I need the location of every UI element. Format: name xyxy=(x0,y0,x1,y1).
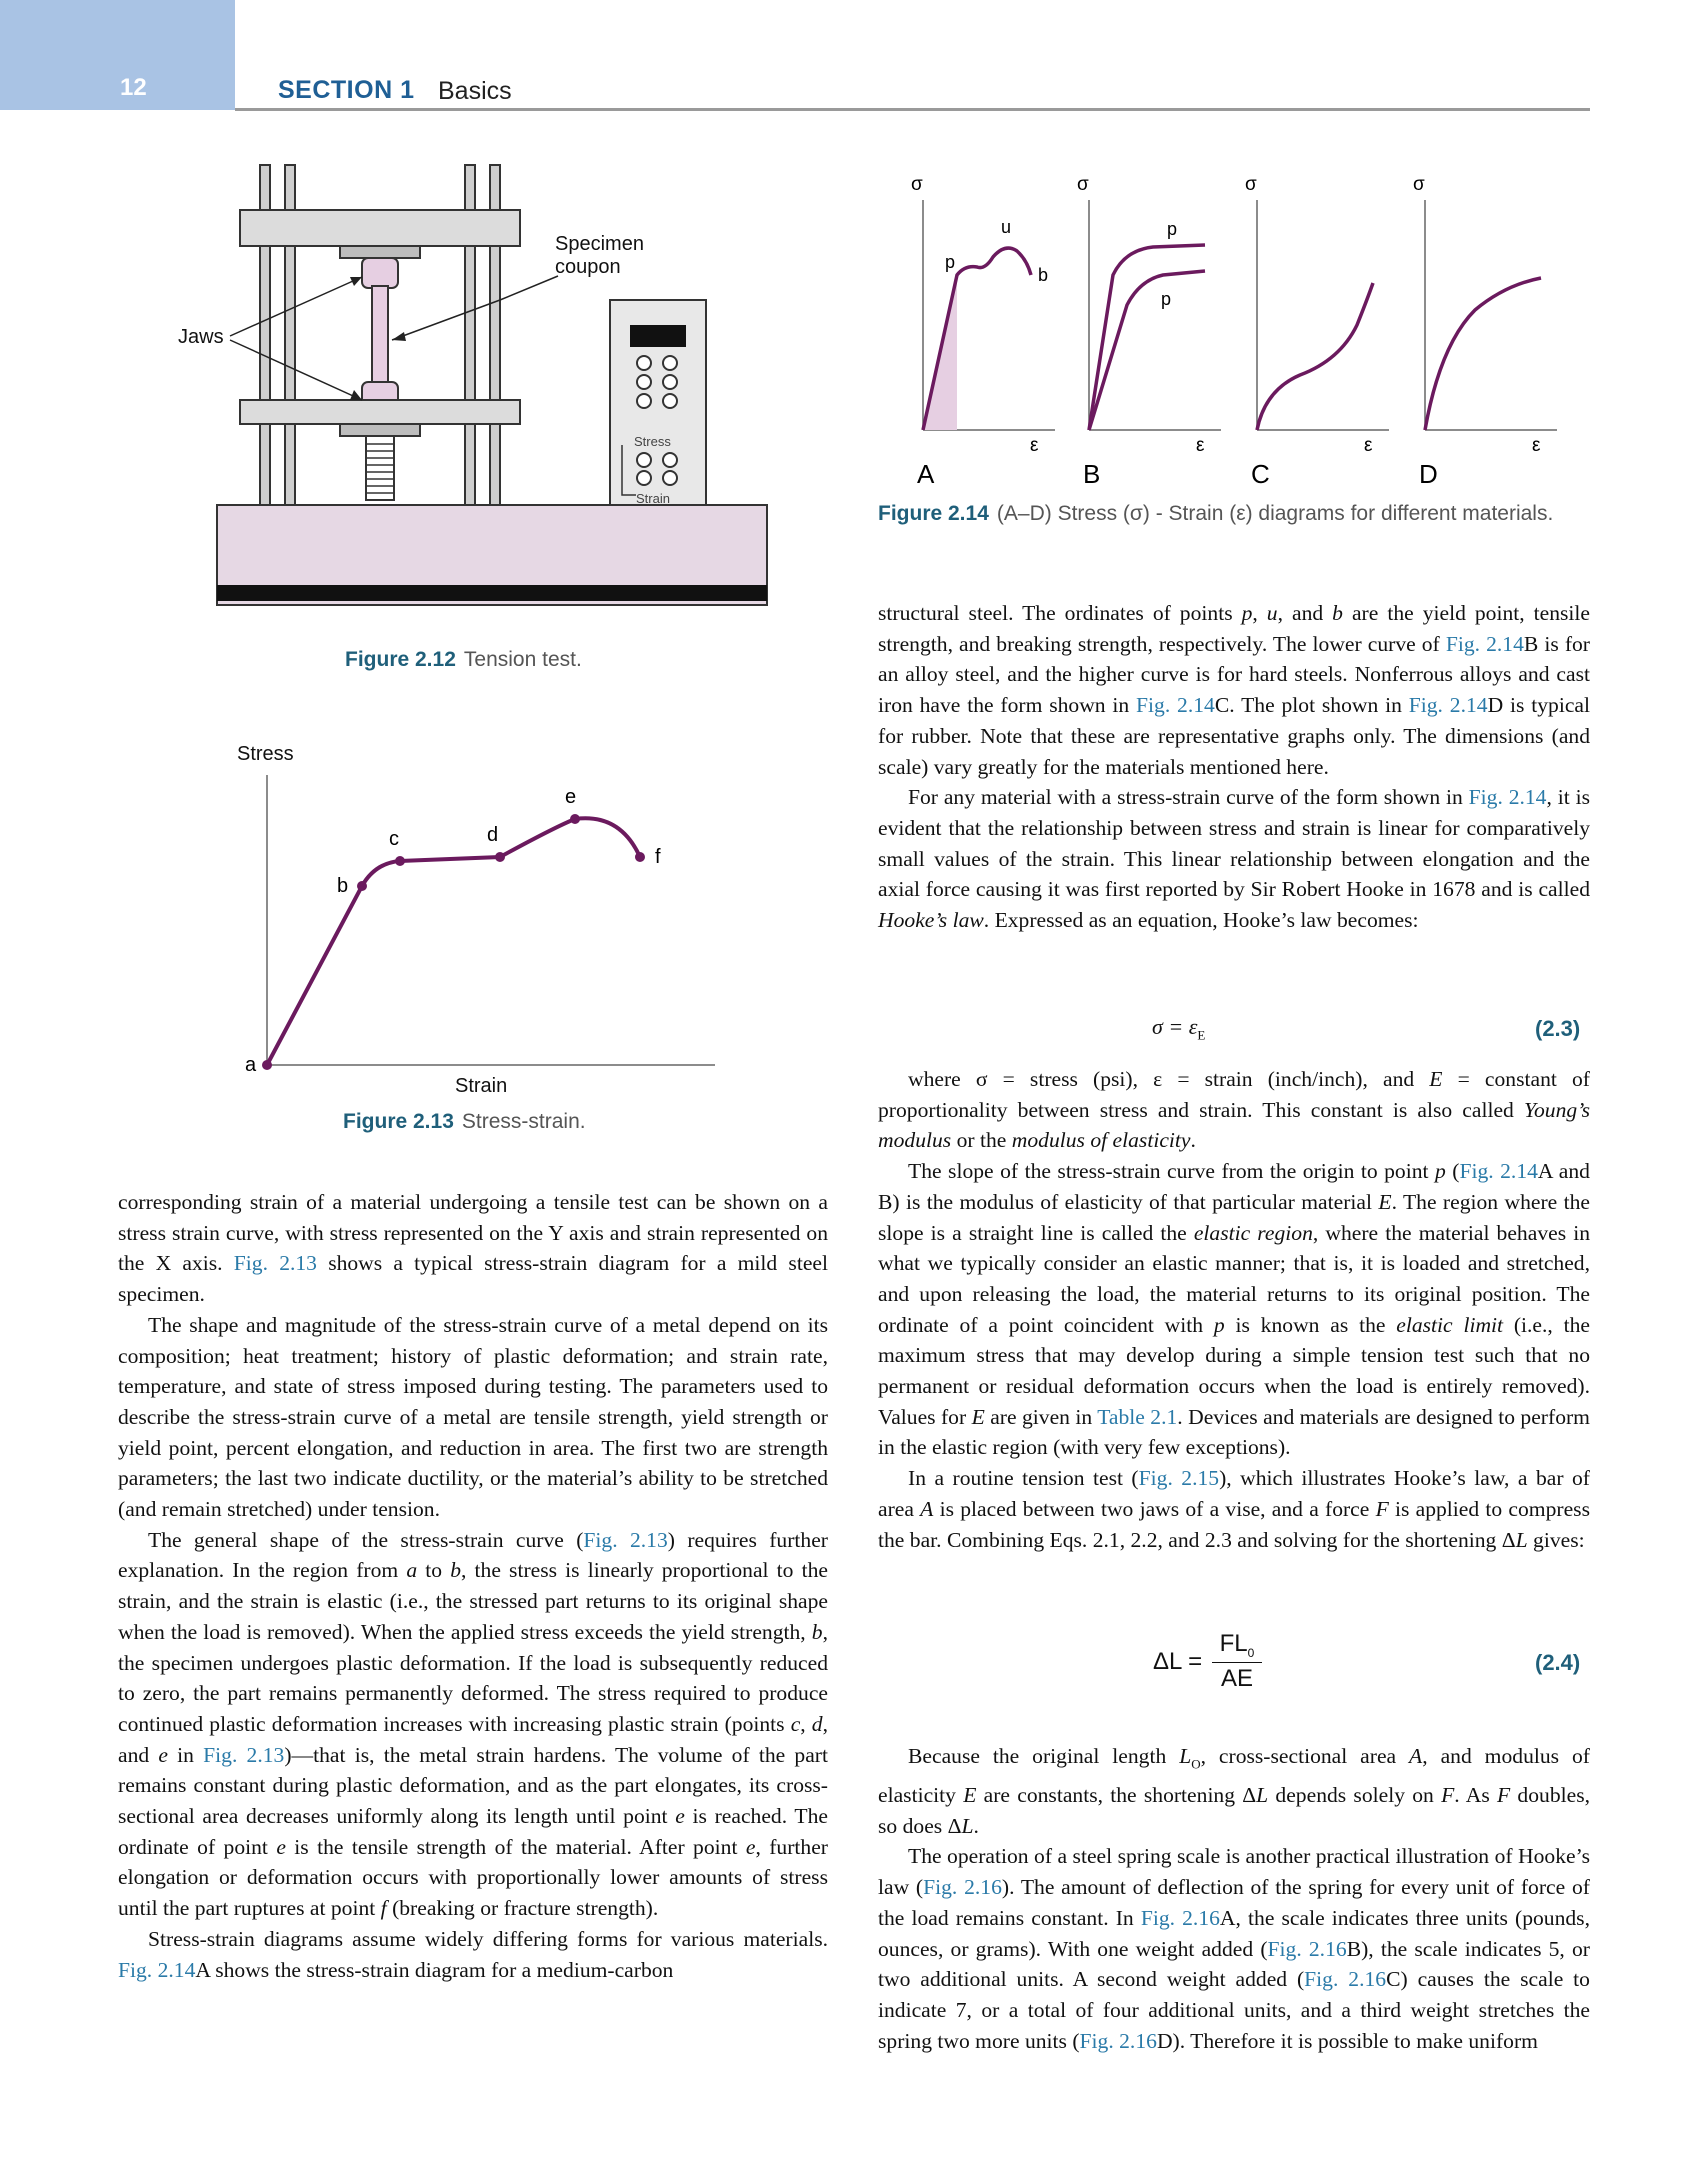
console-strain-label: Strain xyxy=(636,491,670,506)
table-ref-link[interactable]: Table 2.1 xyxy=(1097,1404,1178,1429)
figure-ref-link[interactable]: Fig. 2.16 xyxy=(1304,1967,1387,1992)
upper-jaw xyxy=(362,258,398,288)
base-stripe xyxy=(217,585,767,601)
svg-text:σ: σ xyxy=(1245,174,1257,195)
equation-numerator-sub: 0 xyxy=(1247,1645,1255,1660)
y-axis-label: Stress xyxy=(237,743,294,765)
caption-number: Figure 2.13 xyxy=(343,1110,454,1133)
x-axis-label: Strain xyxy=(455,1075,508,1095)
panel-c-label: C xyxy=(1251,459,1270,489)
point-e xyxy=(570,814,580,824)
equation-subscript: E xyxy=(1197,1027,1206,1043)
caption-number: Figure 2.14 xyxy=(878,502,989,525)
svg-text:b: b xyxy=(1038,265,1049,285)
svg-text:u: u xyxy=(1001,217,1012,237)
equation-2-4 xyxy=(1153,1648,1202,1676)
panel-a xyxy=(911,174,1055,489)
equation-lhs: ΔL = xyxy=(1153,1648,1203,1675)
figure-2-12-caption xyxy=(345,648,582,672)
label-specimen-line1: Specimen xyxy=(555,233,644,255)
point-c xyxy=(395,856,405,866)
page-number-tab xyxy=(0,0,235,110)
caption-number: Figure 2.12 xyxy=(345,648,456,671)
label-b: b xyxy=(337,875,349,897)
figure-2-14-diagrams xyxy=(905,165,1595,495)
figure-ref-link[interactable]: Fig. 2.14 xyxy=(1445,631,1524,656)
figure-ref-link[interactable]: Fig. 2.14 xyxy=(1459,1159,1538,1184)
equation-2-3 xyxy=(1152,1014,1205,1043)
figure-ref-link[interactable]: Fig. 2.14 xyxy=(1408,693,1488,718)
paragraph: Stress-strain diagrams assume widely differing forms for various materials. Fig. 2.14A shows the stress-strain diagram for a medium-carbon xyxy=(118,1926,828,1982)
upper-grip-mount xyxy=(340,246,420,258)
panel-b-label: B xyxy=(1083,459,1101,489)
paragraph: The slope of the stress-strain curve from the origin to point p (Fig. 2.14A and B) is the modulus of elasticity of that particular material E. The region where the slope is a straight line is called the elastic region, where the material behaves in what we typically consider an elastic manner; that is, it is loaded and stretched, and upon releasing the load, the material returns to its original position. The ordinate of a point coincident with p is known as the elastic limit (i.e., the maximum stress that may develop during a simple tension test such that no permanent or residual deformation occurs when the load is entirely removed). Values for E are given in Table 2.1. Devices and materials are designed to perform in the elastic region (with very few exceptions). xyxy=(878,1159,1590,1460)
figure-2-14-caption xyxy=(878,502,1553,526)
panel-b xyxy=(1077,174,1221,489)
lower-crosshead xyxy=(240,400,520,424)
label-f: f xyxy=(655,846,661,868)
svg-text:σ: σ xyxy=(911,174,923,195)
curve-points xyxy=(262,814,645,1070)
svg-text:p: p xyxy=(1161,289,1172,309)
point-d xyxy=(495,852,505,862)
figure-ref-link[interactable]: Fig. 2.13 xyxy=(233,1251,317,1276)
figure-ref-link[interactable]: Fig. 2.16 xyxy=(1140,1905,1220,1930)
stress-strain-curve xyxy=(267,818,640,1065)
paragraph: The operation of a steel spring scale is another practical illustration of Hooke’s law (Fig. 2.16). The amount of deflection of the spring for every unit of force of the load remains constant. In Fig. 2.16A, the scale indicates three units (pounds, ounces, or grams). With one weight added (Fig. 2.16B), the scale indicates 5, or two additional units. A second weight added (Fig. 2.16C) causes the scale to indicate 7, or a total of four additional units, and a third weight stretches the spring two more units (Fig. 2.16D). Therefore it is possible to make uniform xyxy=(878,1844,1590,2053)
page-header xyxy=(0,0,1700,110)
upper-crosshead xyxy=(240,210,520,246)
figure-ref-link[interactable]: Fig. 2.13 xyxy=(203,1742,285,1767)
figure-ref-link[interactable]: Fig. 2.14 xyxy=(1468,785,1547,810)
console-display xyxy=(630,325,686,347)
svg-text:σ: σ xyxy=(1413,174,1425,195)
paragraph: The shape and magnitude of the stress-strain curve of a metal depend on its composition; heat treatment; history of plastic deformation; and strain rate, temperature, and state of stress imposed during testing. The parameters used to describe the stress-strain curve of a metal are tensile strength, yield strength or yield point, percent elongation, and reduction in area. The first two are strength parameters; the last two indicate ductility, or the material’s ability to be stretched (and remain stretched) under tension. xyxy=(118,1312,828,1522)
figure-ref-link[interactable]: Fig. 2.14 xyxy=(1136,693,1215,718)
label-jaws: Jaws xyxy=(178,326,224,348)
figure-ref-link[interactable]: Fig. 2.14 xyxy=(118,1957,196,1982)
figure-2-12-tension-test xyxy=(160,160,780,620)
panel-c xyxy=(1245,174,1389,489)
lower-grip-mount xyxy=(340,424,420,436)
panel-d xyxy=(1413,174,1557,489)
paragraph: In a routine tension test (Fig. 2.15), which illustrates Hooke’s law, a bar of area A is placed between two jaws of a vise, and a force F is applied to compress the bar. Combining Eqs. 2.1, 2.2, and 2.3 and solving for the shortening ΔL gives: xyxy=(878,1466,1590,1552)
equation-text: σ = ε xyxy=(1152,1014,1198,1039)
drive-screw xyxy=(366,436,394,500)
label-specimen-line2: coupon xyxy=(555,256,621,278)
point-f xyxy=(635,852,645,862)
right-column-text-3 xyxy=(878,1741,1590,2056)
paragraph: The general shape of the stress-strain curve (Fig. 2.13) requires further explanation. In the region from a to b, the stress is linearly proportional to the strain, and the strain is elastic (i.e., the stressed part returns to its original shape when the load is removed). When the applied stress exceeds the yield strength, b, the specimen undergoes plastic deformation. If the load is subsequently reduced to zero, the part remains permanently deformed. The stress required to produce continued plastic deformation increases with increasing plastic strain (points c, d, and e in Fig. 2.13)—that is, the metal strain hardens. The volume of the part remains constant during plastic deformation, and as the part elongates, its cross-sectional area decreases uniformly along its length until point e is reached. The ordinate of point e is the tensile strength of the material. After point e, further elongation or deformation occurs with proportionally lower amounts of stress until the part ruptures at point f (breaking or fracture strength). xyxy=(118,1527,828,1921)
specimen-coupon xyxy=(372,286,388,396)
panel-a-label: A xyxy=(917,459,935,489)
figure-ref-link[interactable]: Fig. 2.13 xyxy=(583,1527,668,1552)
caption-text: (A–D) Stress (σ) - Strain (ε) diagrams for different materials. xyxy=(996,502,1554,525)
equation-numerator: FL xyxy=(1219,1630,1248,1657)
page-number: 12 xyxy=(120,74,147,101)
figure-ref-link[interactable]: Fig. 2.15 xyxy=(1138,1466,1220,1491)
equation-2-3-number: (2.3) xyxy=(1535,1016,1581,1041)
console-stress-label: Stress xyxy=(634,434,671,449)
point-b xyxy=(357,881,367,891)
right-column-text-2 xyxy=(878,1064,1590,1555)
figure-2-13-caption xyxy=(343,1110,586,1134)
section-title: Basics xyxy=(438,77,512,105)
paragraph: corresponding strain of a material undergoing a tensile test can be shown on a stress strain curve, with stress represented on the Y axis and strain represented on the X axis. Fig. 2.13 shows a typical stress-strain diagram for a mild steel specimen. xyxy=(118,1190,828,1307)
figure-2-13-stress-strain xyxy=(225,735,745,1095)
svg-text:ε: ε xyxy=(1030,435,1039,456)
paragraph: Because the original length $L_O$, cross-sectional area A, and modulus of elasticity E are constants, the shortening ΔL depends solely on F. As F doubles, so does ΔL. xyxy=(878,1744,1591,1838)
svg-text:ε: ε xyxy=(1532,435,1541,456)
label-e: e xyxy=(565,786,577,808)
paragraph: For any material with a stress-strain curve of the form shown in Fig. 2.14, it is evident that the relationship between stress and strain is linear for comparatively small values of the strain. This linear relationship between elongation and the axial force causing it was first reported by Sir Robert Hooke in 1678 and is called Hooke’s law. Expressed as an equation, Hooke’s law becomes: xyxy=(878,785,1590,933)
svg-text:σ: σ xyxy=(1077,174,1089,195)
header-rule xyxy=(235,108,1590,111)
equation-denominator: AE xyxy=(1220,1664,1253,1692)
figure-ref-link[interactable]: Fig. 2.16 xyxy=(1267,1936,1347,1961)
label-a: a xyxy=(245,1054,257,1076)
caption-text: Stress-strain. xyxy=(461,1110,586,1133)
panel-d-label: D xyxy=(1419,459,1438,489)
svg-text:p: p xyxy=(1167,219,1178,239)
equation-2-4-fraction xyxy=(1212,1630,1262,1693)
label-c: c xyxy=(389,828,399,850)
label-d: d xyxy=(487,824,499,846)
equation-2-4-number: (2.4) xyxy=(1535,1650,1581,1675)
svg-text:ε: ε xyxy=(1196,435,1205,456)
paragraph: where σ = stress (psi), ε = strain (inch/inch), and E = constant of proportionality between stress and strain. This constant is also called Young’s modulus or the modulus of elasticity. xyxy=(878,1067,1590,1153)
svg-text:ε: ε xyxy=(1364,435,1373,456)
left-column-text xyxy=(118,1187,828,1985)
section-label: SECTION 1 xyxy=(278,76,415,104)
point-a xyxy=(262,1060,272,1070)
figure-ref-link[interactable]: Fig. 2.16 xyxy=(923,1875,1002,1900)
svg-text:p: p xyxy=(945,252,956,272)
caption-text: Tension test. xyxy=(463,648,582,671)
paragraph: structural steel. The ordinates of points p, u, and b are the yield point, tensile strength, and breaking strength, respectively. The lower curve of Fig. 2.14B is for an alloy steel, and the higher curve is for hard steels. Nonferrous alloys and cast iron have the form shown in Fig. 2.14C. The plot shown in Fig. 2.14D is typical for rubber. Note that these are representative graphs only. The dimensions (and scale) vary greatly for the materials mentioned here. xyxy=(878,601,1591,779)
figure-ref-link[interactable]: Fig. 2.16 xyxy=(1079,2028,1157,2053)
right-column-text-1 xyxy=(878,598,1590,936)
